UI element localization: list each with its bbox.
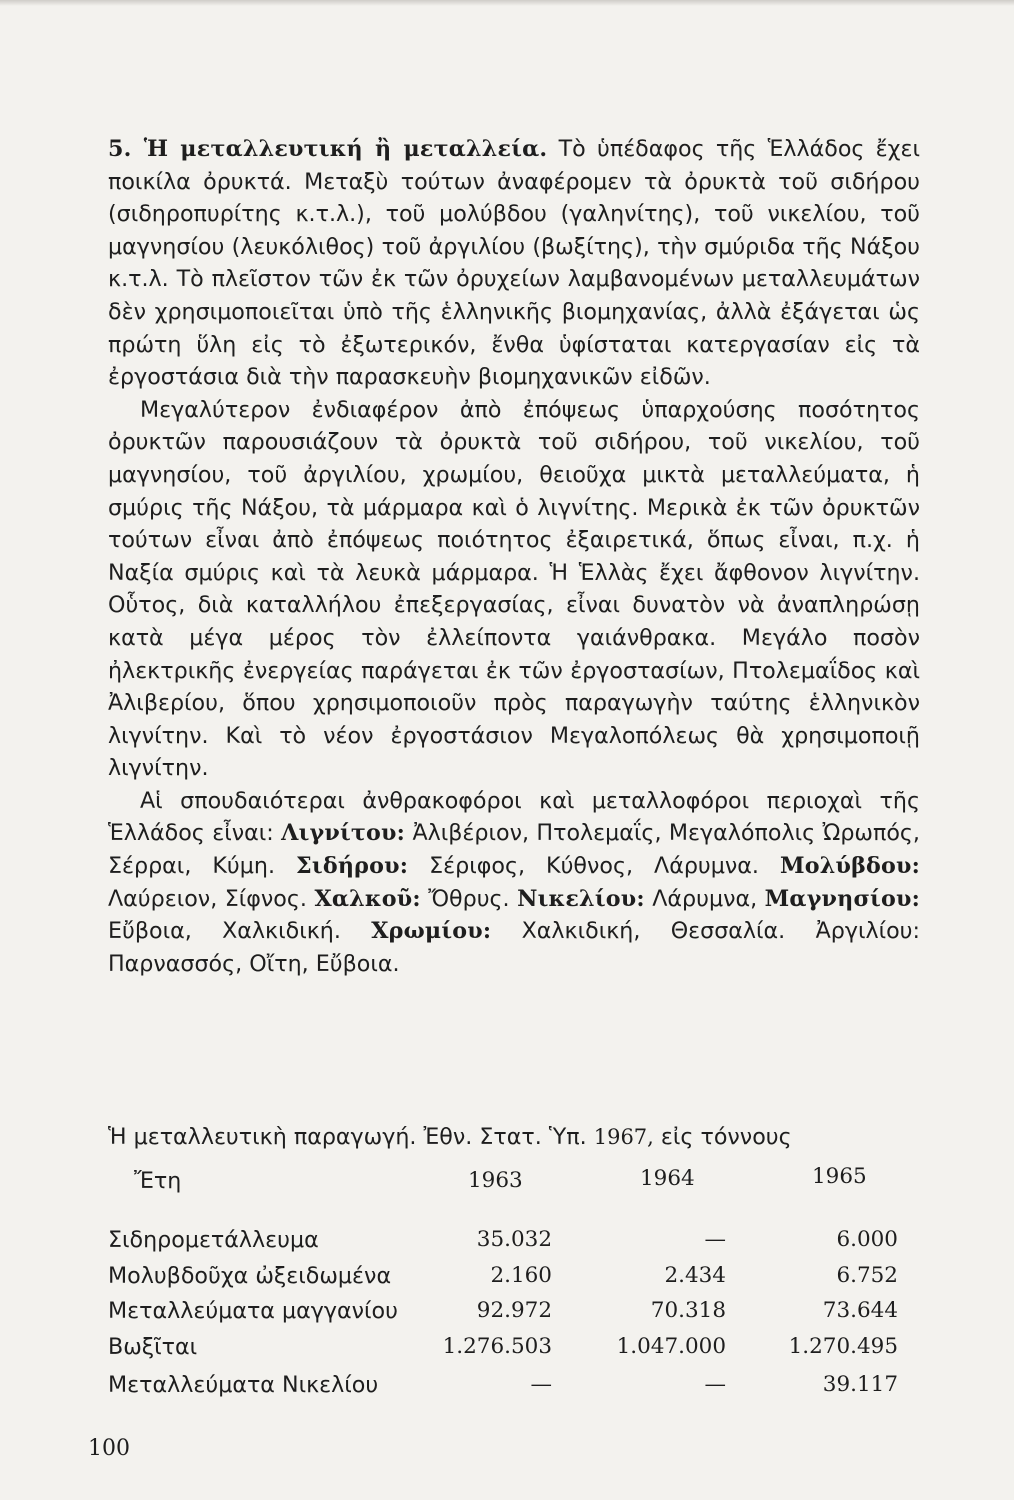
value-1964: — xyxy=(704,1372,726,1397)
table-row xyxy=(0,1298,1014,1334)
table-caption-unit: εἰς τόννους xyxy=(660,1124,792,1150)
region-label-magnesium: Μαγνησίου: xyxy=(764,885,920,912)
table-caption-year: 1967, xyxy=(593,1125,654,1149)
years-label: Ἔτη xyxy=(134,1168,182,1194)
region-label-lead: Μολύβδου: xyxy=(779,853,920,880)
value-1964: 1.047.000 xyxy=(616,1334,726,1359)
table-row xyxy=(0,1372,1014,1408)
region-places-iron: Σέριφος, Κύθνος, Λάρυμνα. xyxy=(429,853,759,880)
region-label-lignite: Λιγνίτου: xyxy=(281,820,406,847)
value-1963: 2.160 xyxy=(490,1263,552,1288)
region-places-chromium: Χαλκιδική, Θεσσαλία. xyxy=(521,918,786,945)
value-1965: 6.752 xyxy=(836,1263,898,1288)
paragraph-minerals: Μεγαλύτερον ἐνδιαφέρον ἀπὸ ἐπόψεως ὑπαρχούσης ποσότητος ὀρυκτῶν παρουσιάζουν τὰ ὀρυκτὰ τοῦ σιδήρου, τοῦ νικελίου, τοῦ μαγνησίου, τοῦ ἀργιλίου, χρωμίου, θειοῦχα μικτὰ μεταλλεύματα, ἡ σμύρις τῆς Νάξου, τὰ μάρμαρα καὶ ὁ λιγνίτης. Μερικὰ ἐκ τῶν ὀρυκτῶν τούτων εἶναι ἀπὸ ἐπόψεως ποιότητος ἐξαιρετικά, ὅπως εἶναι, π.χ. ἡ Ναξία σμύρις καὶ τὰ λευκὰ μάρμαρα. Ἡ Ἑλλὰς ἔχει ἄφθονον λιγνίτην. Οὗτος, διὰ καταλλήλου ἐπεξεργασίας, εἶναι δυνατὸν νὰ ἀναπληρώσῃ κατὰ μέγα μέρος τὸν ἐλλείποντα γαιάνθρακα. Μεγάλο ποσὸν ἠλεκτρικῆς ἐνεργείας παράγεται ἐκ τῶν ἐργοστασίων, Πτολεμαΐδος καὶ Ἀλιβερίου, ὅπου χρησιμοποιοῦν πρὸς παραγωγὴν ταύτης ἑλληνικὸν λιγνίτην. Καὶ τὸ νέον ἐργοστάσιον Μεγαλοπόλεως θὰ χρησιμοποιῇ λιγνίτην. xyxy=(108,396,920,782)
value-1965: 73.644 xyxy=(822,1298,898,1323)
region-label-copper: Χαλκοῦ: xyxy=(314,885,421,912)
table-row xyxy=(0,1263,1014,1299)
row-label: Σιδηρομετάλλευμα xyxy=(108,1227,319,1253)
value-1965: 1.270.495 xyxy=(788,1334,898,1359)
value-1964: — xyxy=(704,1227,726,1252)
value-1963: 1.276.503 xyxy=(442,1334,552,1359)
paragraph-mining xyxy=(108,133,920,394)
value-1964: 2.434 xyxy=(664,1263,726,1288)
row-label: Μεταλλεύματα Νικελίου xyxy=(108,1372,379,1398)
year-1965: 1965 xyxy=(812,1164,867,1189)
paragraph-text: Τὸ ὑπέδαφος τῆς Ἑλλάδος ἔχει ποικίλα ὀρυκτά. Μεταξὺ τούτων ἀναφέρομεν τὰ ὀρυκτὰ τοῦ σιδήρου (σιδηροπυρίτης κ.τ.λ.), τοῦ μολύβδου (γαληνίτης), τοῦ νικελίου, τοῦ μαγνησίου (λευκόλιθος) τοῦ ἀργιλίου (βωξίτης), τὴν σμύριδα τῆς Νάξου κ.τ.λ. Τὸ πλεῖστον τῶν ἐκ τῶν ὀρυχείων λαμβανομένων μεταλλευμάτων δὲν χρησιμοποιεῖται ὑπὸ τῆς ἑλληνικῆς βιομηχανίας, ἀλλὰ ἐξάγεται ὡς πρώτη ὕλη εἰς τὸ ἐξωτερικόν, ἔνθα ὑφίσταται κατεργασίαν εἰς τὰ ἐργοστάσια διὰ τὴν παρασκευὴν βιομηχανικῶν εἰδῶν. xyxy=(108,136,920,391)
section-heading: 5. Ἡ μεταλλευτική ἢ μεταλλεία. xyxy=(108,136,548,162)
regions-intro: Αἱ σπουδαιότεραι ἀνθρακοφόροι καὶ μεταλλοφόροι περιοχαὶ τῆς Ἑλλάδος εἶναι: xyxy=(108,787,920,847)
row-label: Μεταλλεύματα μαγγανίου xyxy=(108,1298,398,1324)
region-places-copper: Ὄθρυς. xyxy=(428,885,510,912)
table-row xyxy=(0,1227,1014,1263)
region-places-magnesium: Εὔβοια, Χαλκιδική. xyxy=(108,918,341,945)
page-top-edge xyxy=(0,0,1014,6)
value-1963: 92.972 xyxy=(476,1298,552,1323)
text-body xyxy=(108,133,920,980)
table-row xyxy=(0,1334,1014,1370)
year-1964: 1964 xyxy=(640,1166,695,1191)
value-1963: — xyxy=(530,1372,552,1397)
row-label: Βωξῖται xyxy=(108,1334,198,1360)
year-1963: 1963 xyxy=(468,1168,523,1193)
table-caption-text: Ἡ μεταλλευτικὴ παραγωγή. Ἐθν. Στατ. Ὑπ. xyxy=(108,1124,587,1150)
region-places-lignite: Ἀλιβέριον, Πτολεμαΐς, Μεγαλόπολις Ὠρωπός, Σέρραι, Κύμη. xyxy=(108,820,920,880)
region-label-nickel: Νικελίου: xyxy=(517,885,645,912)
region-label-chromium: Χρωμίου: xyxy=(371,918,492,945)
region-places-nickel: Λάρυμνα, xyxy=(652,885,758,912)
table-header-row xyxy=(0,1164,1014,1200)
region-places-lead: Λαύρειον, Σίφνος. xyxy=(108,885,307,912)
value-1963: 35.032 xyxy=(476,1227,552,1252)
value-1965: 39.117 xyxy=(822,1372,898,1397)
region-label-iron: Σιδήρου: xyxy=(296,853,409,880)
region-aluminium: Ἀργιλίου: Παρνασσός, Οἴτη, Εὔβοια. xyxy=(108,918,920,977)
table-caption xyxy=(108,1124,908,1150)
page-number: 100 xyxy=(88,1436,130,1461)
row-label: Μολυβδοῦχα ὠξειδωμένα xyxy=(108,1263,392,1289)
value-1964: 70.318 xyxy=(650,1298,726,1323)
value-1965: 6.000 xyxy=(836,1227,898,1252)
paragraph-regions xyxy=(108,785,920,981)
